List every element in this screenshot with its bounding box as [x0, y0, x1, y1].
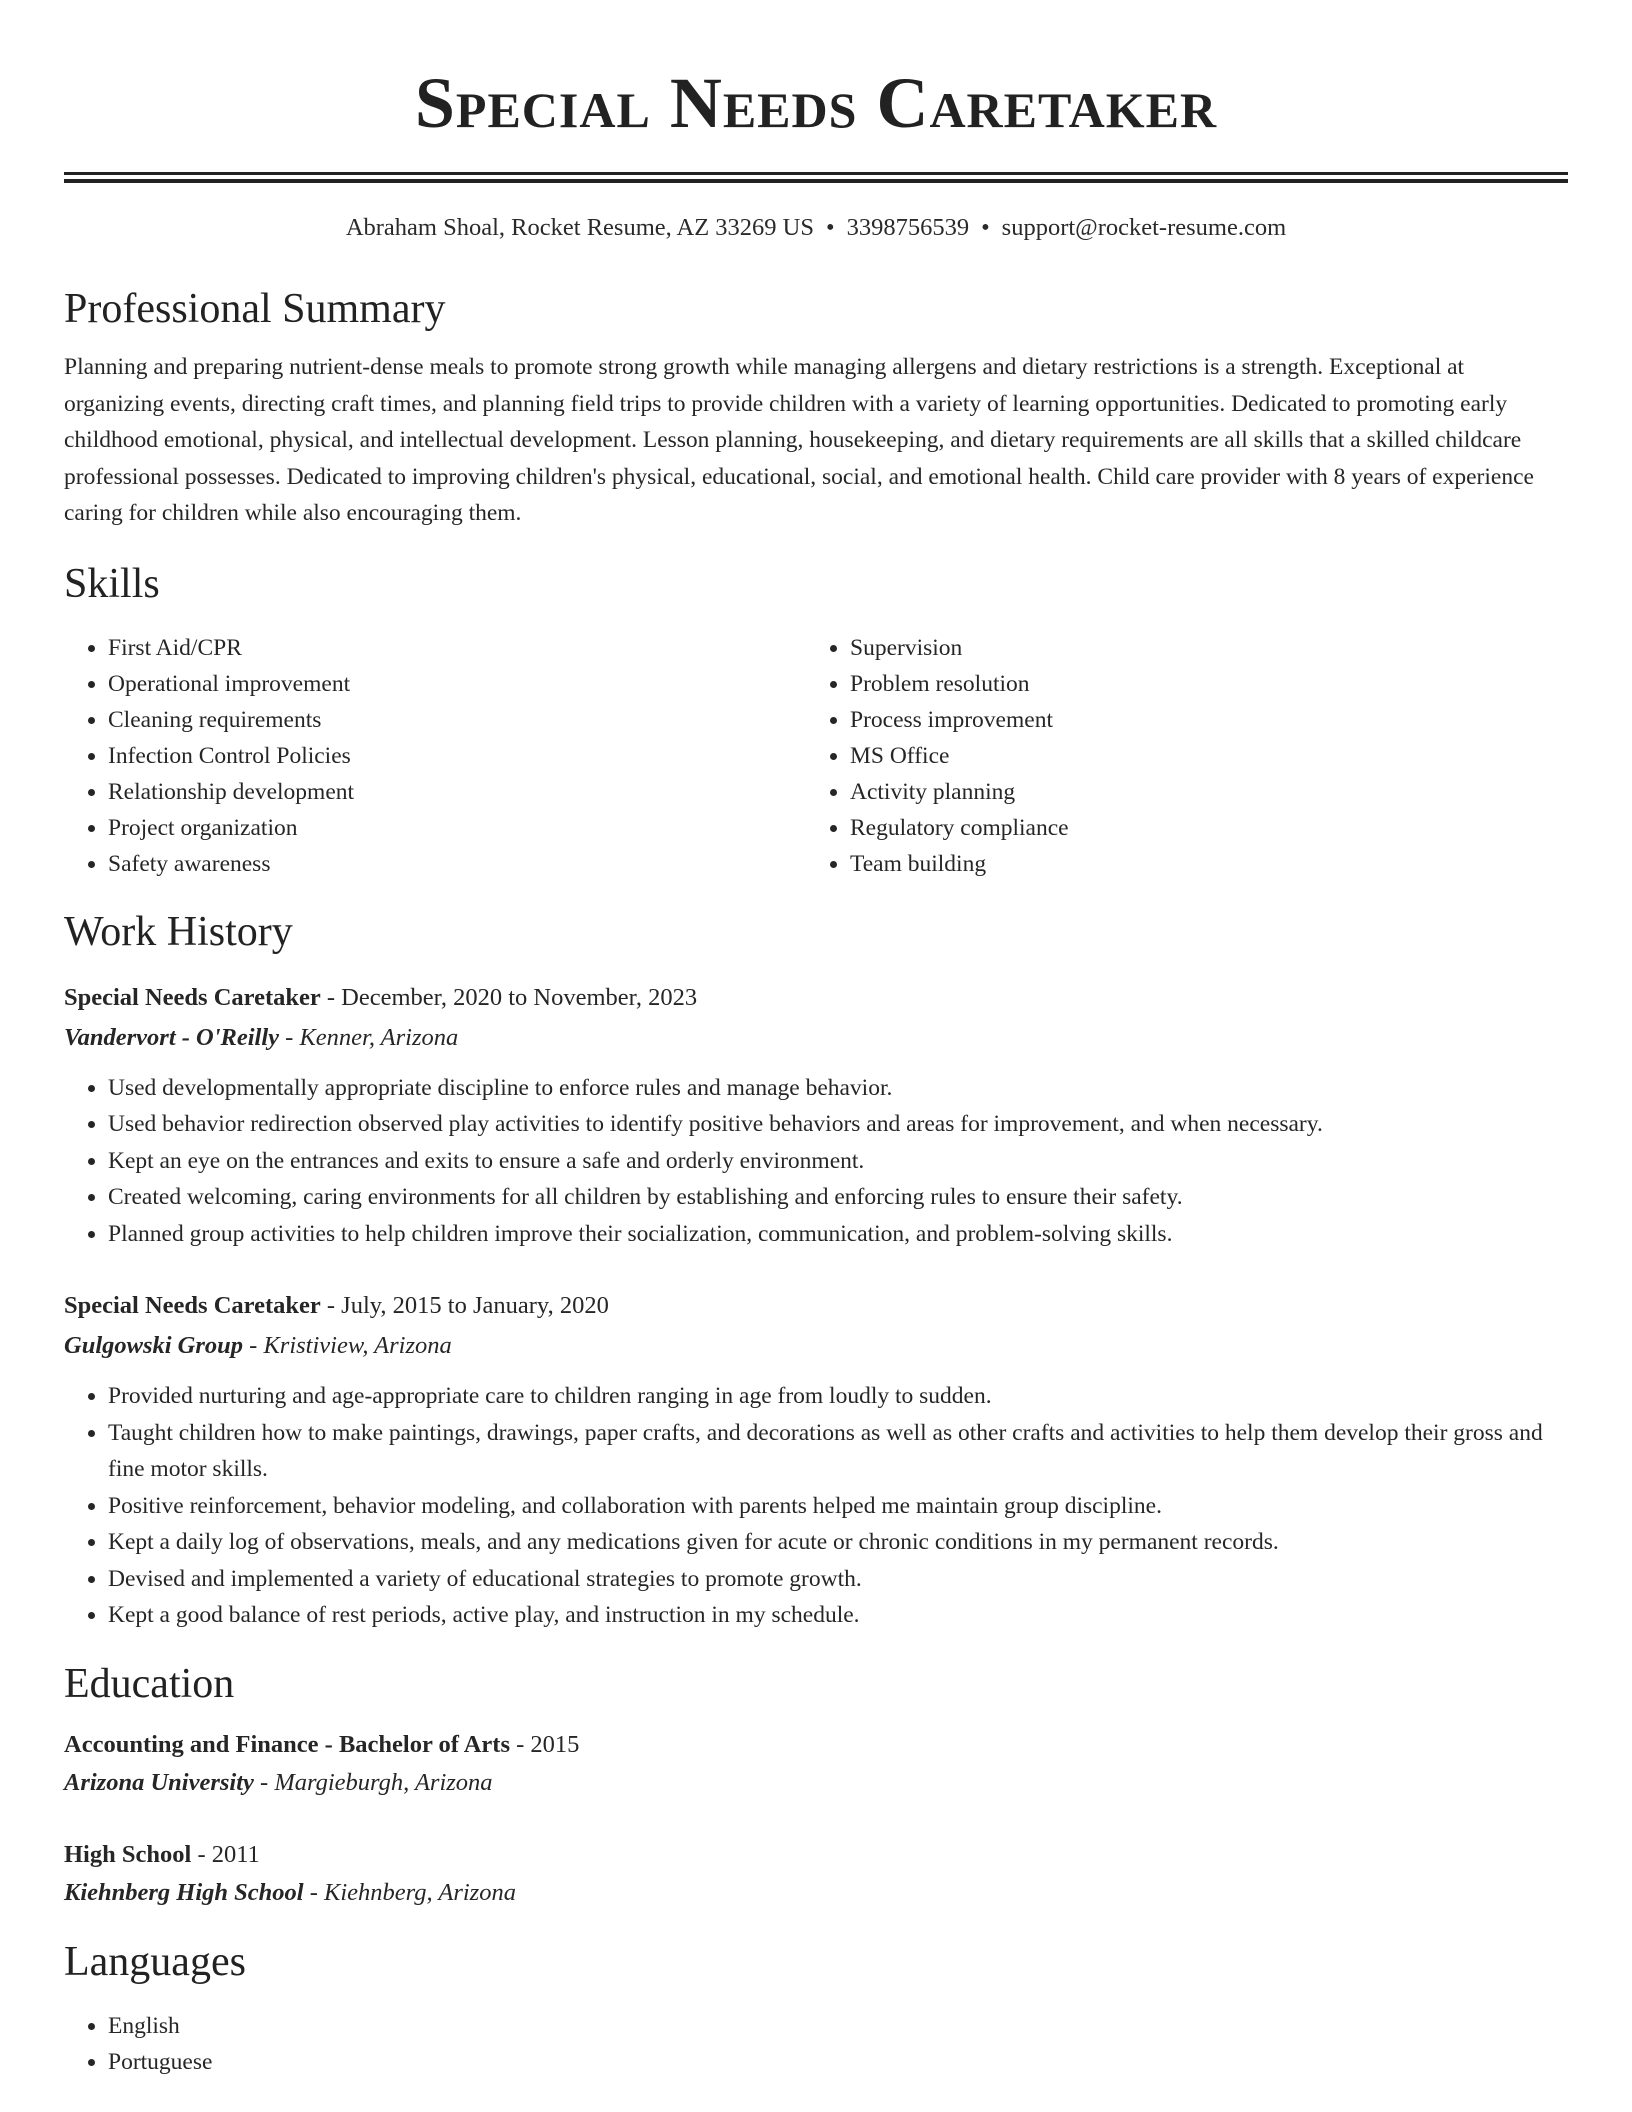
- skill-item: • Safety awareness: [108, 846, 806, 882]
- skills-columns: [64, 630, 1568, 882]
- skill-item: • Activity planning: [850, 774, 1548, 810]
- education-degree: Accounting and Finance - Bachelor of Arts: [64, 1730, 510, 1758]
- job-dates: - December, 2020 to November, 2023: [320, 983, 698, 1011]
- skill-item: • MS Office: [850, 738, 1548, 774]
- education-location: - Margieburgh, Arizona: [253, 1768, 493, 1796]
- job-title-line: [64, 1286, 1568, 1326]
- contact-separator: •: [981, 214, 990, 241]
- job-bullet: • Kept a good balance of rest periods, active play, and instruction in my schedule.: [108, 1597, 1568, 1634]
- job-location: - Kristiview, Arizona: [243, 1332, 452, 1359]
- job-company-line: [64, 1326, 1568, 1366]
- education-entry: [64, 1836, 1568, 1912]
- job-entry: [64, 1286, 1568, 1634]
- skill-item: • Project organization: [108, 810, 806, 846]
- contact-email: support@rocket-resume.com: [1001, 214, 1287, 241]
- skill-item: • Relationship development: [108, 774, 806, 810]
- skill-item: • First Aid/CPR: [108, 630, 806, 666]
- contact-separator: •: [826, 214, 835, 241]
- education-degree: High School: [64, 1840, 192, 1868]
- job-title: Special Needs Caretaker: [64, 1292, 321, 1319]
- skills-list-right: [806, 630, 1548, 882]
- education-entry: [64, 1726, 1568, 1802]
- skill-item: • Regulatory compliance: [850, 810, 1548, 846]
- header-divider: [64, 172, 1568, 183]
- skill-item: • Process improvement: [850, 702, 1548, 738]
- skill-item: • Team building: [850, 846, 1548, 882]
- work-history-heading: Work History: [64, 908, 293, 955]
- job-bullet: • Planned group activities to help children improve their socialization, communication, and problem-solving skills.: [108, 1216, 1568, 1253]
- candidate-title: Special Needs Caretaker: [414, 63, 1218, 143]
- job-company-line: [64, 1018, 1568, 1058]
- job-dates: - July, 2015 to January, 2020: [320, 1292, 609, 1319]
- contact-line: [64, 213, 1568, 243]
- job-bullet: • Taught children how to make paintings, drawings, paper crafts, and decorations as well as other crafts and activities to help them develop their gross and fine motor skills.: [108, 1415, 1568, 1488]
- summary-heading: Professional Summary: [64, 286, 446, 332]
- education-school-line: [64, 1764, 1568, 1802]
- education-school: Kiehnberg High School: [64, 1878, 304, 1906]
- education-school-line: [64, 1874, 1568, 1912]
- job-bullet: • Created welcoming, caring environments for all children by establishing and enforcing rules to ensure their safety.: [108, 1179, 1568, 1216]
- skills-heading: Skills: [64, 560, 160, 607]
- education-degree-line: [64, 1836, 1568, 1874]
- language-item: • English: [108, 2008, 1568, 2044]
- job-bullet: • Kept a daily log of observations, meals, and any medications given for acute or chronic conditions in my permanent records.: [108, 1524, 1568, 1561]
- education-degree-line: [64, 1726, 1568, 1764]
- education-section: [64, 1658, 1568, 1912]
- education-heading: Education: [64, 1660, 235, 1707]
- education-year: - 2011: [191, 1840, 260, 1868]
- job-bullet: • Provided nurturing and age-appropriate care to children ranging in age from loudly to sudden.: [108, 1378, 1568, 1415]
- languages-list: [64, 2008, 1568, 2080]
- skill-item: • Supervision: [850, 630, 1548, 666]
- job-bullet: • Devised and implemented a variety of educational strategies to promote growth.: [108, 1561, 1568, 1598]
- job-bullet: • Used behavior redirection observed play activities to identify positive behaviors and areas for improvement, and when necessary.: [108, 1106, 1568, 1143]
- summary-text: Planning and preparing nutrient-dense meals to promote strong growth while managing allergens and dietary restrictions is a strength. Exceptional at organizing events, directing craft times, and planning field trips to provide children with a variety of learning opportunities. Dedicated to promoting early childhood emotional, physical, and intellectual development. Lesson planning, housekeeping, and dietary requirements are all skills that a skilled childcare professional possesses. Dedicated to improving children's physical, educational, social, and emotional health. Child care provider with 8 years of experience caring for children while also encouraging them.: [64, 354, 1534, 526]
- work-history-section: [64, 906, 1568, 1634]
- job-bullet: • Positive reinforcement, behavior modeling, and collaboration with parents helped me maintain group discipline.: [108, 1488, 1568, 1525]
- skill-item: • Infection Control Policies: [108, 738, 806, 774]
- skills-list-left: [64, 630, 806, 882]
- languages-heading: Languages: [64, 1938, 246, 1985]
- job-bullets: [64, 1378, 1568, 1634]
- language-item: • Portuguese: [108, 2044, 1568, 2080]
- skills-section: [64, 558, 1568, 882]
- languages-section: [64, 1936, 1568, 2080]
- education-school: Arizona University: [64, 1768, 254, 1796]
- job-bullet: • Kept an eye on the entrances and exits to ensure a safe and orderly environment.: [108, 1143, 1568, 1180]
- job-company: Vandervort - O'Reilly: [64, 1023, 280, 1051]
- job-entry: [64, 978, 1568, 1253]
- job-company: Gulgowski Group: [64, 1332, 244, 1359]
- skill-item: • Cleaning requirements: [108, 702, 806, 738]
- job-location: - Kenner, Arizona: [279, 1023, 459, 1051]
- job-bullet: • Used developmentally appropriate discipline to enforce rules and manage behavior.: [108, 1070, 1568, 1107]
- skill-item: • Problem resolution: [850, 666, 1548, 702]
- job-title: Special Needs Caretaker: [64, 983, 321, 1011]
- summary-section: [64, 283, 1568, 532]
- contact-address: Abraham Shoal, Rocket Resume, AZ 33269 US: [345, 214, 814, 241]
- skill-item: • Operational improvement: [108, 666, 806, 702]
- contact-phone: 3398756539: [846, 214, 970, 241]
- job-title-line: [64, 978, 1568, 1018]
- job-bullets: [64, 1070, 1568, 1253]
- education-year: - 2015: [510, 1730, 580, 1758]
- education-location: - Kiehnberg, Arizona: [303, 1878, 516, 1906]
